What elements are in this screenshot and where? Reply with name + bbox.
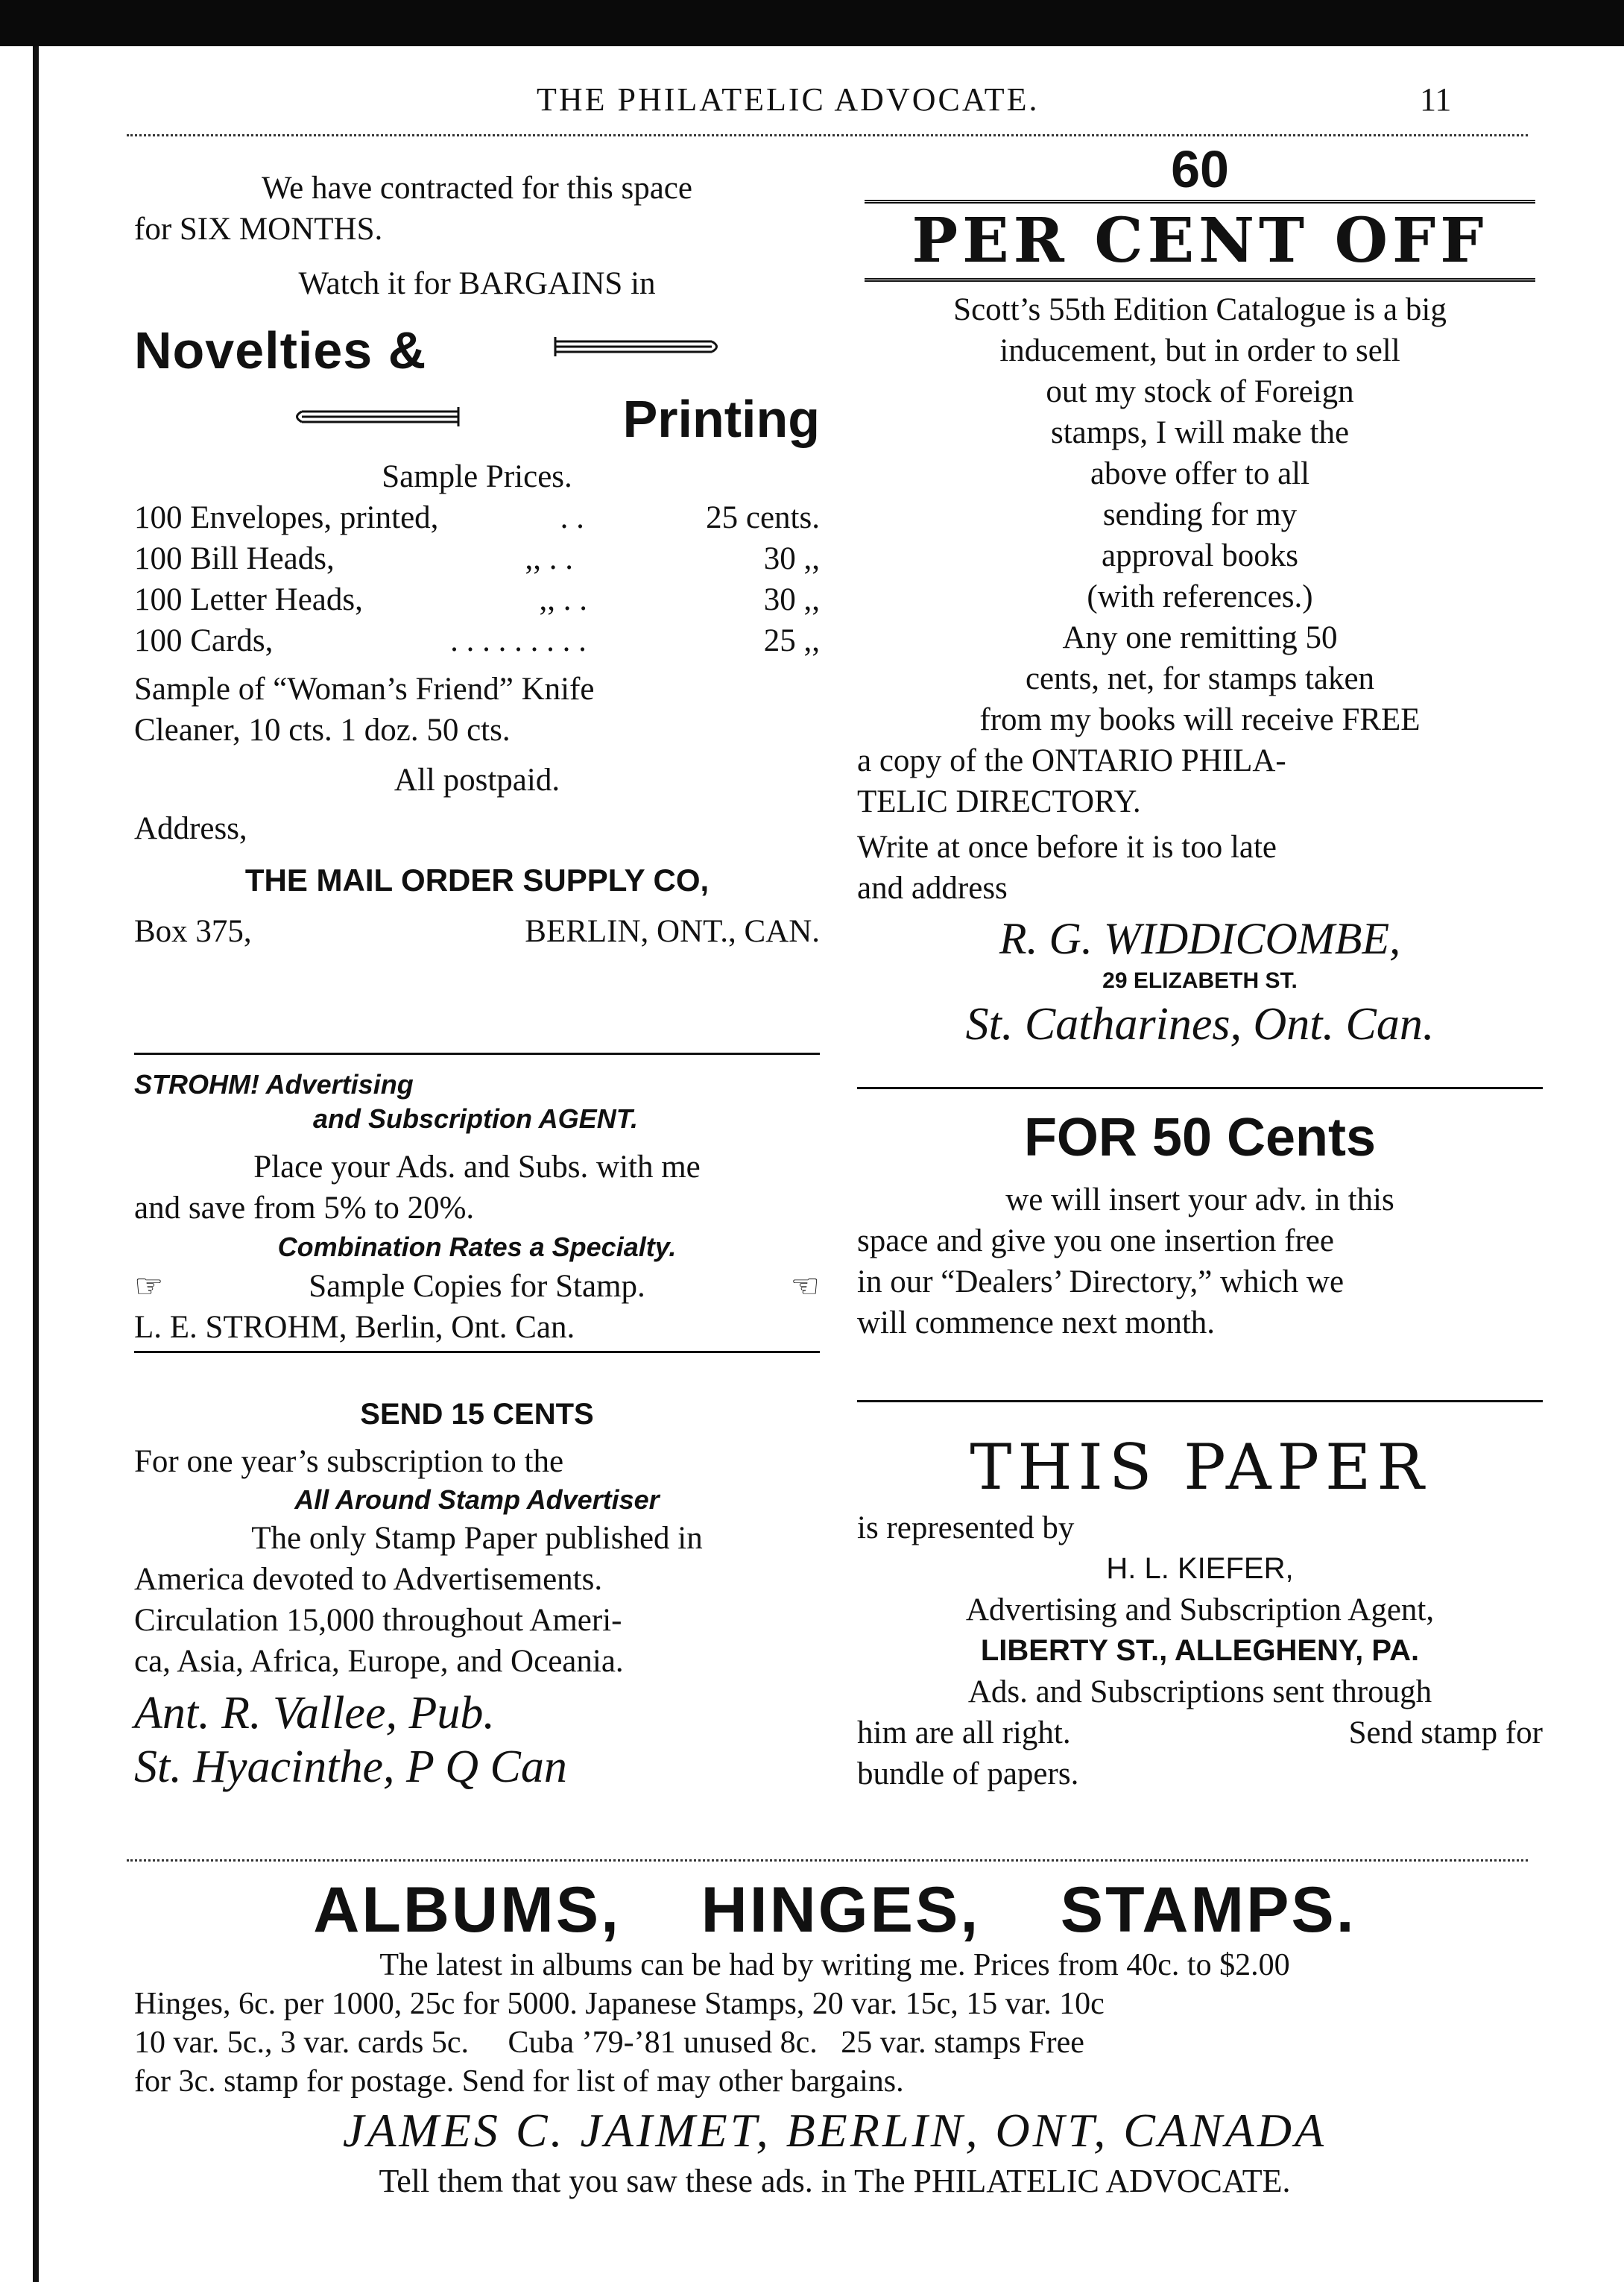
send-15-cents-title: SEND 15 CENTS bbox=[360, 1398, 594, 1431]
page-header bbox=[0, 75, 1624, 127]
page-number: 11 bbox=[1420, 81, 1452, 118]
ad-text: in our “Dealers’ Directory,” which we bbox=[857, 1264, 1345, 1299]
address-label: Address, bbox=[134, 811, 247, 846]
this-paper-title: THIS PAPER bbox=[970, 1431, 1430, 1504]
price-list bbox=[134, 497, 820, 661]
price-item: 100 Bill Heads, bbox=[134, 541, 335, 576]
ad-text: Cleaner, 10 cts. 1 doz. 50 cts. bbox=[134, 713, 511, 748]
ad-text: 10 var. 5c., 3 var. cards 5c. Cuba ’79-’81 unused 8c. 25 var. stamps Free bbox=[134, 2026, 1084, 2060]
city-line: BERLIN, ONT., CAN. bbox=[525, 914, 820, 949]
price-value: 30 ,, bbox=[763, 582, 820, 617]
ad-text: All postpaid. bbox=[394, 763, 560, 798]
ad-text: Scott’s 55th Edition Catalogue is a big bbox=[953, 292, 1447, 327]
header-rule bbox=[127, 134, 1528, 136]
widdicombe-city: St. Catharines, Ont. Can. bbox=[965, 999, 1435, 1050]
novelties-heading-row bbox=[134, 321, 820, 379]
footer-tagline: Tell them that you saw these ads. in The PHILATELIC ADVOCATE. bbox=[379, 2163, 1291, 2199]
ad-text: a copy of the ONTARIO PHILA- bbox=[857, 743, 1286, 778]
ad-text: inducement, but in order to sell bbox=[999, 333, 1400, 368]
for-50-cents-ad bbox=[857, 1103, 1543, 1343]
ad-text: The only Stamp Paper published in bbox=[251, 1521, 703, 1556]
ad-text: Sample of “Woman’s Friend” Knife bbox=[134, 672, 595, 707]
ad-text: We have contracted for this space bbox=[262, 171, 692, 206]
ad-text: stamps, I will make the bbox=[1050, 415, 1350, 450]
ad-text: above offer to all bbox=[1090, 456, 1310, 491]
stamp-advertiser-ad bbox=[134, 1394, 820, 1794]
strohm-signature: L. E. STROHM, Berlin, Ont. Can. bbox=[134, 1307, 820, 1353]
for-50-cents-title: FOR 50 Cents bbox=[1023, 1108, 1377, 1167]
ad-text: Hinges, 6c. per 1000, 25c for 5000. Japanese Stamps, 20 var. 15c, 15 var. 10c bbox=[134, 1987, 1105, 2021]
printing-heading-row bbox=[134, 389, 820, 446]
rule-ornament-icon bbox=[552, 334, 723, 359]
vallee-city: St. Hyacinthe, P Q Can bbox=[134, 1742, 567, 1792]
vallee-signature: Ant. R. Vallee, Pub. bbox=[134, 1688, 495, 1739]
widdicombe-ad bbox=[857, 142, 1543, 1052]
novelties-heading: Novelties & bbox=[134, 321, 427, 379]
albums-headline: ALBUMS, HINGES, STAMPS. bbox=[313, 1874, 1356, 1946]
ad-text: America devoted to Advertisements. bbox=[134, 1562, 603, 1597]
price-dots: ,, . . bbox=[539, 582, 588, 617]
agent-street: LIBERTY ST., ALLEGHENY, PA. bbox=[980, 1634, 1420, 1667]
ad-text: Circulation 15,000 throughout Ameri- bbox=[134, 1603, 622, 1638]
ad-text: For one year’s subscription to the bbox=[134, 1444, 564, 1479]
ad-text: will commence next month. bbox=[857, 1305, 1216, 1340]
divider-rule bbox=[857, 1400, 1543, 1402]
mail-order-ad bbox=[134, 168, 820, 952]
jaimet-ad bbox=[134, 1874, 1535, 2202]
ad-text: space and give you one insertion free bbox=[857, 1223, 1334, 1258]
price-dots: . . bbox=[560, 500, 584, 535]
price-item: 100 Letter Heads, bbox=[134, 582, 363, 617]
price-item: 100 Envelopes, printed, bbox=[134, 500, 439, 535]
ad-text: Write at once before it is too late bbox=[857, 830, 1277, 865]
ad-text: Send stamp for bbox=[1348, 1715, 1543, 1750]
sixty-number: 60 bbox=[1171, 140, 1229, 198]
paper-name: All Around Stamp Advertiser bbox=[294, 1484, 660, 1515]
per-cent-off-headline: PER CENT OFF bbox=[865, 200, 1535, 282]
top-border-bar bbox=[0, 0, 1624, 46]
ad-text: we will insert your adv. in this bbox=[1005, 1182, 1394, 1217]
ad-text: Place your Ads. and Subs. with me bbox=[253, 1150, 701, 1185]
ad-text: from my books will receive FREE bbox=[979, 702, 1421, 737]
price-value: 25 cents. bbox=[706, 500, 820, 535]
ad-text: ca, Asia, Africa, Europe, and Oceania. bbox=[134, 1644, 624, 1679]
price-item: 100 Cards, bbox=[134, 623, 274, 658]
sample-copies-text: Sample Copies for Stamp. bbox=[309, 1269, 645, 1304]
agent-role: Advertising and Subscription Agent, bbox=[965, 1592, 1435, 1627]
ad-text: bundle of papers. bbox=[857, 1756, 1079, 1791]
ad-text: Watch it for BARGAINS in bbox=[298, 266, 656, 301]
price-value: 25 ,, bbox=[763, 623, 820, 658]
price-row bbox=[134, 497, 820, 538]
agent-name: H. L. KIEFER, bbox=[1106, 1552, 1294, 1585]
ad-text: cents, net, for stamps taken bbox=[1025, 661, 1375, 696]
ad-text-row bbox=[857, 1712, 1543, 1753]
price-dots: ,, . . bbox=[525, 541, 573, 576]
bottom-divider-rule bbox=[127, 1859, 1528, 1862]
box-number: Box 375, bbox=[134, 914, 252, 949]
ad-text: for SIX MONTHS. bbox=[134, 212, 383, 247]
left-border-bar bbox=[33, 46, 39, 2282]
strohm-title: STROHM! Advertising bbox=[134, 1069, 414, 1100]
ad-text: approval books bbox=[1102, 538, 1298, 573]
price-row bbox=[134, 579, 820, 620]
ad-text: is represented by bbox=[857, 1510, 1075, 1545]
divider-rule bbox=[857, 1087, 1543, 1089]
ad-text: him are all right. bbox=[857, 1715, 1071, 1750]
ad-text: TELIC DIRECTORY. bbox=[857, 784, 1141, 819]
pointing-hand-right-icon: ☞ bbox=[134, 1268, 164, 1305]
ad-text: Ads. and Subscriptions sent through bbox=[967, 1674, 1432, 1709]
ad-text: out my stock of Foreign bbox=[1046, 374, 1354, 409]
price-value: 30 ,, bbox=[763, 541, 820, 576]
sample-prices-label: Sample Prices. bbox=[382, 459, 572, 494]
rates-line: Combination Rates a Specialty. bbox=[277, 1232, 677, 1262]
jaimet-signature: JAMES C. JAIMET, BERLIN, ONT, CANADA bbox=[342, 2104, 1327, 2157]
strohm-ad bbox=[134, 1068, 820, 1353]
strohm-subtitle: and Subscription AGENT. bbox=[313, 1103, 639, 1134]
company-name: THE MAIL ORDER SUPPLY CO, bbox=[244, 863, 710, 898]
price-row bbox=[134, 538, 820, 579]
price-row bbox=[134, 620, 820, 661]
this-paper-ad bbox=[857, 1430, 1543, 1794]
ad-text: and address bbox=[857, 871, 1008, 906]
ad-text: Any one remitting 50 bbox=[1062, 620, 1338, 655]
rule-ornament-icon bbox=[291, 404, 462, 429]
divider-rule bbox=[134, 1053, 820, 1055]
widdicombe-name: R. G. WIDDICOMBE, bbox=[999, 914, 1401, 963]
price-dots: . . . . . . . . . bbox=[450, 623, 587, 658]
ad-text: and save from 5% to 20%. bbox=[134, 1191, 475, 1226]
ad-text: (with references.) bbox=[1087, 579, 1313, 614]
printing-heading: Printing bbox=[622, 390, 820, 448]
page-title: THE PHILATELIC ADVOCATE. bbox=[537, 81, 1040, 118]
address-line bbox=[134, 911, 820, 952]
ad-text: The latest in albums can be had by writing me. Prices from 40c. to $2.00 bbox=[379, 1948, 1290, 1982]
ad-text: for 3c. stamp for postage. Send for list of may other bargains. bbox=[134, 2064, 904, 2099]
pointing-hand-left-icon: ☜ bbox=[790, 1268, 820, 1305]
sample-copies-row bbox=[134, 1266, 820, 1307]
widdicombe-street: 29 ELIZABETH ST. bbox=[1102, 968, 1298, 993]
ad-text: sending for my bbox=[1102, 497, 1298, 532]
